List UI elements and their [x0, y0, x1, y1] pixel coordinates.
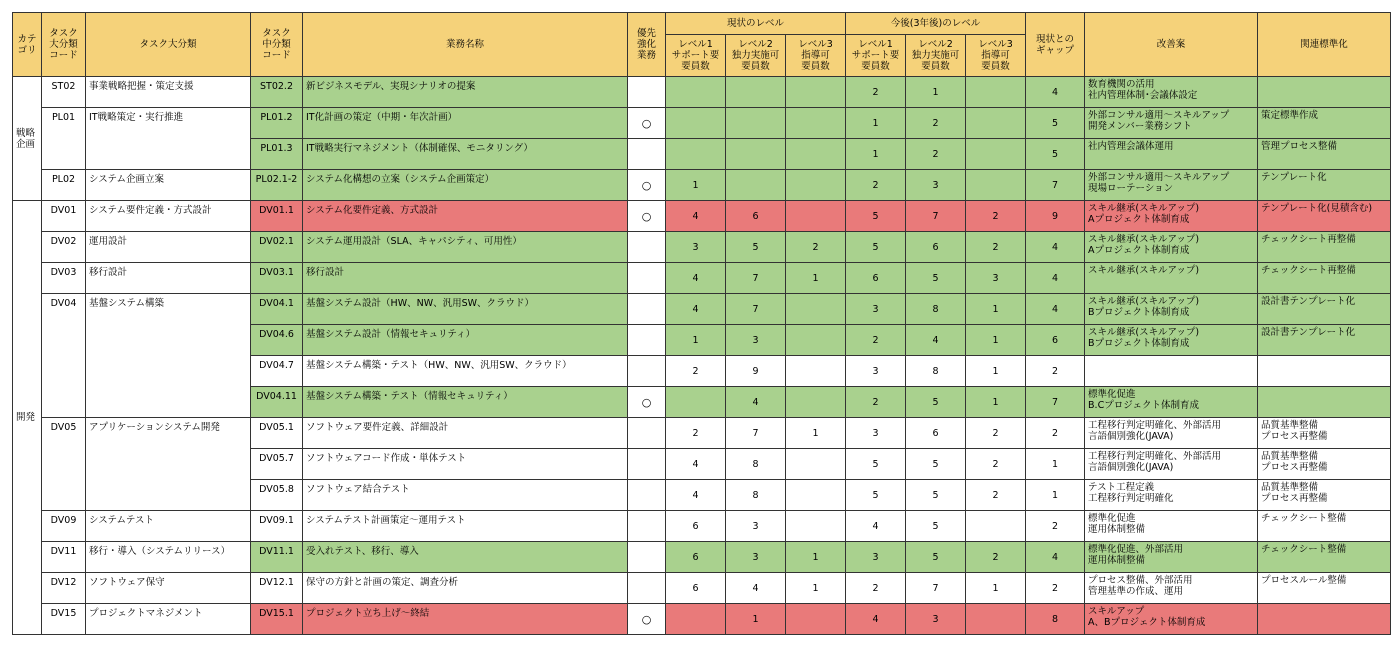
gap-cell: 2: [1026, 511, 1085, 542]
task-name-cell: 受入れテスト、移行、導入: [303, 542, 628, 573]
improvement-cell: 標準化促進、外部活用 運用体制整備: [1085, 542, 1258, 573]
current-lv1-cell: 6: [666, 511, 726, 542]
future-lv3-cell: [966, 77, 1026, 108]
table-row: [13, 201, 1391, 232]
header-improvement-label: 改善案: [1156, 39, 1186, 50]
future-lv2-cell: 5: [906, 511, 966, 542]
header-category-label: カテ ゴリ: [17, 33, 37, 56]
current-lv3-cell: [786, 480, 846, 511]
standard-cell: 策定標準作成: [1258, 108, 1391, 139]
gap-cell: 7: [1026, 170, 1085, 201]
header-current-lv2: [726, 35, 786, 77]
mid-code-cell: DV09.1: [251, 511, 303, 542]
current-lv1-cell: 4: [666, 449, 726, 480]
future-lv2-cell: 8: [906, 294, 966, 325]
header-current-lv1-label: レベル1 サポート要 要員数: [671, 39, 720, 72]
gap-cell: 5: [1026, 108, 1085, 139]
major-code-cell: DV11: [42, 542, 86, 573]
header-future-lv3: [966, 35, 1026, 77]
major-name-cell: IT戦略策定・実行推進: [86, 108, 251, 170]
task-name-cell: 基盤システム設計（HW、NW、汎用SW、クラウド）: [303, 294, 628, 325]
priority-cell: ○: [628, 170, 666, 201]
future-lv2-cell: 5: [906, 263, 966, 294]
major-name-cell: プロジェクトマネジメント: [86, 604, 251, 635]
header-priority: [628, 13, 666, 77]
standard-cell: 設計書テンプレート化: [1258, 325, 1391, 356]
improvement-cell: 外部コンサル適用～スキルアップ 現場ローテーション: [1085, 170, 1258, 201]
priority-cell: [628, 418, 666, 449]
future-lv1-cell: 5: [846, 449, 906, 480]
current-lv2-cell: 1: [726, 604, 786, 635]
major-name-cell: 事業戦略把握・策定支援: [86, 77, 251, 108]
table-row: [13, 263, 1391, 294]
task-name-cell: 基盤システム設計（情報セキュリティ）: [303, 325, 628, 356]
header-current-level-label: 現状のレベル: [727, 18, 785, 29]
standard-cell: チェックシート再整備: [1258, 263, 1391, 294]
major-name-cell: ソフトウェア保守: [86, 573, 251, 604]
priority-cell: [628, 325, 666, 356]
current-lv1-cell: 4: [666, 201, 726, 232]
current-lv2-cell: 6: [726, 201, 786, 232]
current-lv3-cell: 1: [786, 263, 846, 294]
major-code-cell: DV05: [42, 418, 86, 511]
standard-cell: チェックシート整備: [1258, 542, 1391, 573]
current-lv2-cell: 9: [726, 356, 786, 387]
gap-cell: 5: [1026, 139, 1085, 170]
future-lv3-cell: [966, 139, 1026, 170]
table-row: [13, 573, 1391, 604]
mid-code-cell: DV04.7: [251, 356, 303, 387]
gap-cell: 2: [1026, 356, 1085, 387]
header-task-name-label: 業務名称: [445, 39, 484, 50]
current-lv1-cell: 4: [666, 263, 726, 294]
future-lv1-cell: 5: [846, 232, 906, 263]
priority-cell: [628, 294, 666, 325]
current-lv3-cell: [786, 201, 846, 232]
task-level-table: [12, 12, 1391, 635]
current-lv3-cell: [786, 356, 846, 387]
current-lv3-cell: [786, 604, 846, 635]
priority-cell: [628, 139, 666, 170]
header-gap-label: 現状との ギャップ: [1036, 33, 1075, 56]
header-major-name-label: タスク大分類: [139, 39, 197, 50]
table-row: [13, 77, 1391, 108]
future-lv2-cell: 5: [906, 542, 966, 573]
mid-code-cell: PL02.1-2: [251, 170, 303, 201]
future-lv1-cell: 3: [846, 356, 906, 387]
task-name-cell: システム運用設計（SLA、キャパシティ、可用性）: [303, 232, 628, 263]
task-name-cell: 基盤システム構築・テスト（情報セキュリティ）: [303, 387, 628, 418]
task-name-cell: IT化計画の策定（中期・年次計画）: [303, 108, 628, 139]
future-lv3-cell: 1: [966, 573, 1026, 604]
table-row: [13, 108, 1391, 139]
future-lv2-cell: 6: [906, 418, 966, 449]
improvement-cell: 外部コンサル適用～スキルアップ 開発メンバー業務シフト: [1085, 108, 1258, 139]
current-lv1-cell: 1: [666, 170, 726, 201]
task-name-cell: 保守の方針と計画の策定、調査分析: [303, 573, 628, 604]
mid-code-cell: DV05.1: [251, 418, 303, 449]
improvement-cell: 標準化促進 B.Cプロジェクト体制育成: [1085, 387, 1258, 418]
current-lv2-cell: 4: [726, 573, 786, 604]
mid-code-cell: DV15.1: [251, 604, 303, 635]
mid-code-cell: PL01.3: [251, 139, 303, 170]
current-lv3-cell: 2: [786, 232, 846, 263]
current-lv1-cell: 1: [666, 325, 726, 356]
gap-cell: 9: [1026, 201, 1085, 232]
header-major-name: [86, 13, 251, 77]
header-current-lv3-label: レベル3 指導可 要員数: [798, 39, 833, 72]
header-major-code: [42, 13, 86, 77]
priority-cell: [628, 356, 666, 387]
improvement-cell: [1085, 356, 1258, 387]
future-lv2-cell: 5: [906, 449, 966, 480]
major-name-cell: システム要件定義・方式設計: [86, 201, 251, 232]
task-name-cell: ソフトウェアコード作成・単体テスト: [303, 449, 628, 480]
future-lv1-cell: 2: [846, 170, 906, 201]
standard-cell: テンプレート化(見積含む): [1258, 201, 1391, 232]
future-lv3-cell: 2: [966, 418, 1026, 449]
future-lv3-cell: 1: [966, 356, 1026, 387]
current-lv2-cell: [726, 139, 786, 170]
future-lv2-cell: 5: [906, 480, 966, 511]
future-lv3-cell: 2: [966, 542, 1026, 573]
major-name-cell: システムテスト: [86, 511, 251, 542]
standard-cell: 品質基準整備 プロセス再整備: [1258, 449, 1391, 480]
major-code-cell: DV15: [42, 604, 86, 635]
current-lv2-cell: 8: [726, 480, 786, 511]
table-header: [13, 13, 1391, 77]
major-code-cell: DV01: [42, 201, 86, 232]
current-lv2-cell: 5: [726, 232, 786, 263]
table-row: [13, 170, 1391, 201]
gap-cell: 6: [1026, 325, 1085, 356]
current-lv2-cell: [726, 77, 786, 108]
current-lv2-cell: 3: [726, 511, 786, 542]
mid-code-cell: DV01.1: [251, 201, 303, 232]
current-lv3-cell: [786, 108, 846, 139]
improvement-cell: 工程移行判定明確化、外部活用 言語個別強化(JAVA): [1085, 418, 1258, 449]
current-lv1-cell: 6: [666, 542, 726, 573]
current-lv2-cell: [726, 108, 786, 139]
priority-cell: [628, 77, 666, 108]
major-code-cell: PL02: [42, 170, 86, 201]
major-code-cell: DV12: [42, 573, 86, 604]
header-future-lv2: [906, 35, 966, 77]
header-future-lv1: [846, 35, 906, 77]
gap-cell: 4: [1026, 232, 1085, 263]
standard-cell: [1258, 604, 1391, 635]
header-future-level-label: 今後(3年後)のレベル: [890, 18, 981, 29]
priority-cell: ○: [628, 108, 666, 139]
major-code-cell: PL01: [42, 108, 86, 170]
future-lv1-cell: 2: [846, 77, 906, 108]
future-lv2-cell: 3: [906, 604, 966, 635]
category-cell: 戦略 企画: [13, 77, 42, 201]
improvement-cell: 標準化促進 運用体制整備: [1085, 511, 1258, 542]
major-code-cell: DV09: [42, 511, 86, 542]
current-lv1-cell: 2: [666, 356, 726, 387]
header-future-lv2-label: レベル2 独力実施可 要員数: [911, 39, 960, 72]
future-lv2-cell: 5: [906, 387, 966, 418]
improvement-cell: テスト工程定義 工程移行判定明確化: [1085, 480, 1258, 511]
major-name-cell: システム企画立案: [86, 170, 251, 201]
improvement-cell: スキル継承(スキルアップ) Bプロジェクト体制育成: [1085, 294, 1258, 325]
task-name-cell: 基盤システム構築・テスト（HW、NW、汎用SW、クラウド）: [303, 356, 628, 387]
future-lv1-cell: 2: [846, 573, 906, 604]
future-lv1-cell: 1: [846, 108, 906, 139]
standard-cell: プロセスルール整備: [1258, 573, 1391, 604]
table-row: [13, 294, 1391, 325]
table-row: [13, 511, 1391, 542]
future-lv2-cell: 1: [906, 77, 966, 108]
future-lv3-cell: 1: [966, 294, 1026, 325]
priority-cell: [628, 511, 666, 542]
mid-code-cell: DV12.1: [251, 573, 303, 604]
current-lv2-cell: 3: [726, 542, 786, 573]
current-lv2-cell: [726, 170, 786, 201]
header-priority-label: 優先 強化 業務: [636, 28, 656, 61]
header-improvement: [1085, 13, 1258, 77]
standard-cell: チェックシート整備: [1258, 511, 1391, 542]
category-cell: 開発: [13, 201, 42, 635]
gap-cell: 1: [1026, 449, 1085, 480]
priority-cell: [628, 449, 666, 480]
major-code-cell: DV03: [42, 263, 86, 294]
gap-cell: 1: [1026, 480, 1085, 511]
major-name-cell: 移行・導入（システムリリース）: [86, 542, 251, 573]
current-lv2-cell: 7: [726, 263, 786, 294]
current-lv1-cell: [666, 77, 726, 108]
task-name-cell: IT戦略実行マネジメント（体制確保、モニタリング）: [303, 139, 628, 170]
future-lv1-cell: 1: [846, 139, 906, 170]
mid-code-cell: DV03.1: [251, 263, 303, 294]
current-lv2-cell: 7: [726, 294, 786, 325]
major-code-cell: DV04: [42, 294, 86, 418]
header-gap: [1026, 13, 1085, 77]
current-lv2-cell: 3: [726, 325, 786, 356]
future-lv2-cell: 7: [906, 201, 966, 232]
mid-code-cell: ST02.2: [251, 77, 303, 108]
mid-code-cell: DV11.1: [251, 542, 303, 573]
mid-code-cell: DV04.11: [251, 387, 303, 418]
standard-cell: テンプレート化: [1258, 170, 1391, 201]
table-row: [13, 232, 1391, 263]
priority-cell: ○: [628, 201, 666, 232]
future-lv2-cell: 2: [906, 108, 966, 139]
header-current-lv1: [666, 35, 726, 77]
improvement-cell: プロセス整備、外部活用 管理基準の作成、運用: [1085, 573, 1258, 604]
improvement-cell: スキル継承(スキルアップ) Aプロジェクト体制育成: [1085, 232, 1258, 263]
task-name-cell: 移行設計: [303, 263, 628, 294]
future-lv1-cell: 3: [846, 294, 906, 325]
improvement-cell: スキル継承(スキルアップ) Bプロジェクト体制育成: [1085, 325, 1258, 356]
standard-cell: [1258, 387, 1391, 418]
future-lv3-cell: 2: [966, 449, 1026, 480]
table-row: [13, 418, 1391, 449]
current-lv2-cell: 4: [726, 387, 786, 418]
future-lv1-cell: 5: [846, 201, 906, 232]
current-lv3-cell: 1: [786, 573, 846, 604]
current-lv2-cell: 7: [726, 418, 786, 449]
mid-code-cell: DV02.1: [251, 232, 303, 263]
header-standard-label: 関連標準化: [1300, 39, 1348, 50]
current-lv1-cell: [666, 604, 726, 635]
standard-cell: 管理プロセス整備: [1258, 139, 1391, 170]
future-lv1-cell: 2: [846, 387, 906, 418]
gap-cell: 8: [1026, 604, 1085, 635]
gap-cell: 4: [1026, 542, 1085, 573]
current-lv1-cell: [666, 108, 726, 139]
future-lv1-cell: 4: [846, 604, 906, 635]
task-name-cell: ソフトウェア要件定義、詳細設計: [303, 418, 628, 449]
current-lv1-cell: 4: [666, 480, 726, 511]
future-lv3-cell: [966, 604, 1026, 635]
future-lv3-cell: [966, 511, 1026, 542]
priority-cell: [628, 542, 666, 573]
current-lv3-cell: [786, 325, 846, 356]
current-lv1-cell: 3: [666, 232, 726, 263]
improvement-cell: スキル継承(スキルアップ): [1085, 263, 1258, 294]
mid-code-cell: PL01.2: [251, 108, 303, 139]
current-lv3-cell: [786, 449, 846, 480]
future-lv1-cell: 5: [846, 480, 906, 511]
current-lv3-cell: [786, 294, 846, 325]
priority-cell: [628, 573, 666, 604]
task-name-cell: システムテスト計画策定～運用テスト: [303, 511, 628, 542]
priority-cell: ○: [628, 387, 666, 418]
task-name-cell: システム化構想の立案（システム企画策定）: [303, 170, 628, 201]
future-lv3-cell: [966, 170, 1026, 201]
mid-code-cell: DV05.8: [251, 480, 303, 511]
current-lv3-cell: [786, 511, 846, 542]
future-lv3-cell: 2: [966, 201, 1026, 232]
future-lv2-cell: 6: [906, 232, 966, 263]
mid-code-cell: DV04.1: [251, 294, 303, 325]
improvement-cell: 数育機関の活用 社内管理体制･会議体設定: [1085, 77, 1258, 108]
current-lv3-cell: [786, 387, 846, 418]
future-lv1-cell: 3: [846, 542, 906, 573]
future-lv3-cell: 1: [966, 387, 1026, 418]
major-name-cell: アプリケーションシステム開発: [86, 418, 251, 511]
gap-cell: 4: [1026, 263, 1085, 294]
future-lv2-cell: 4: [906, 325, 966, 356]
task-level-table-wrapper: [12, 12, 1391, 635]
header-mid-code-label: タスク 中分類 コード: [262, 28, 291, 61]
task-name-cell: ソフトウェア結合テスト: [303, 480, 628, 511]
current-lv3-cell: 1: [786, 418, 846, 449]
future-lv1-cell: 4: [846, 511, 906, 542]
priority-cell: ○: [628, 604, 666, 635]
improvement-cell: スキル継承(スキルアップ) Aプロジェクト体制育成: [1085, 201, 1258, 232]
future-lv1-cell: 2: [846, 325, 906, 356]
gap-cell: 7: [1026, 387, 1085, 418]
major-code-cell: DV02: [42, 232, 86, 263]
table-body: [13, 77, 1391, 635]
current-lv2-cell: 8: [726, 449, 786, 480]
standard-cell: 品質基準整備 プロセス再整備: [1258, 480, 1391, 511]
future-lv1-cell: 6: [846, 263, 906, 294]
standard-cell: [1258, 77, 1391, 108]
improvement-cell: 社内管理会議体運用: [1085, 139, 1258, 170]
mid-code-cell: DV05.7: [251, 449, 303, 480]
current-lv3-cell: [786, 139, 846, 170]
task-name-cell: システム化要件定義、方式設計: [303, 201, 628, 232]
current-lv1-cell: 6: [666, 573, 726, 604]
header-current-level: [666, 13, 846, 35]
task-name-cell: 新ビジネスモデル、実現シナリオの提案: [303, 77, 628, 108]
current-lv3-cell: [786, 77, 846, 108]
major-name-cell: 基盤システム構築: [86, 294, 251, 418]
future-lv3-cell: 2: [966, 232, 1026, 263]
header-future-lv1-label: レベル1 サポート要 要員数: [851, 39, 900, 72]
header-standard: [1258, 13, 1391, 77]
future-lv2-cell: 7: [906, 573, 966, 604]
future-lv2-cell: 2: [906, 139, 966, 170]
future-lv3-cell: 3: [966, 263, 1026, 294]
future-lv2-cell: 3: [906, 170, 966, 201]
current-lv3-cell: 1: [786, 542, 846, 573]
header-task-name: [303, 13, 628, 77]
standard-cell: 品質基準整備 プロセス再整備: [1258, 418, 1391, 449]
improvement-cell: 工程移行判定明確化、外部活用 言語個別強化(JAVA): [1085, 449, 1258, 480]
table-row: [13, 542, 1391, 573]
future-lv2-cell: 8: [906, 356, 966, 387]
current-lv1-cell: 4: [666, 294, 726, 325]
header-mid-code: [251, 13, 303, 77]
header-current-lv2-label: レベル2 独力実施可 要員数: [731, 39, 780, 72]
future-lv3-cell: 1: [966, 325, 1026, 356]
table-row: [13, 604, 1391, 635]
priority-cell: [628, 232, 666, 263]
future-lv1-cell: 3: [846, 418, 906, 449]
standard-cell: [1258, 356, 1391, 387]
priority-cell: [628, 480, 666, 511]
gap-cell: 4: [1026, 294, 1085, 325]
header-category: [13, 13, 42, 77]
future-lv3-cell: 2: [966, 480, 1026, 511]
current-lv3-cell: [786, 170, 846, 201]
major-code-cell: ST02: [42, 77, 86, 108]
header-current-lv3: [786, 35, 846, 77]
task-name-cell: プロジェクト立ち上げ～終結: [303, 604, 628, 635]
mid-code-cell: DV04.6: [251, 325, 303, 356]
major-name-cell: 移行設計: [86, 263, 251, 294]
header-future-level: [846, 13, 1026, 35]
current-lv1-cell: [666, 387, 726, 418]
header-major-code-label: タスク 大分類 コード: [49, 28, 78, 61]
improvement-cell: スキルアップ A、Bプロジェクト体制育成: [1085, 604, 1258, 635]
header-future-lv3-label: レベル3 指導可 要員数: [978, 39, 1013, 72]
standard-cell: 設計書テンプレート化: [1258, 294, 1391, 325]
gap-cell: 2: [1026, 573, 1085, 604]
current-lv1-cell: [666, 139, 726, 170]
gap-cell: 4: [1026, 77, 1085, 108]
current-lv1-cell: 2: [666, 418, 726, 449]
priority-cell: [628, 263, 666, 294]
future-lv3-cell: [966, 108, 1026, 139]
major-name-cell: 運用設計: [86, 232, 251, 263]
standard-cell: チェックシート再整備: [1258, 232, 1391, 263]
gap-cell: 2: [1026, 418, 1085, 449]
